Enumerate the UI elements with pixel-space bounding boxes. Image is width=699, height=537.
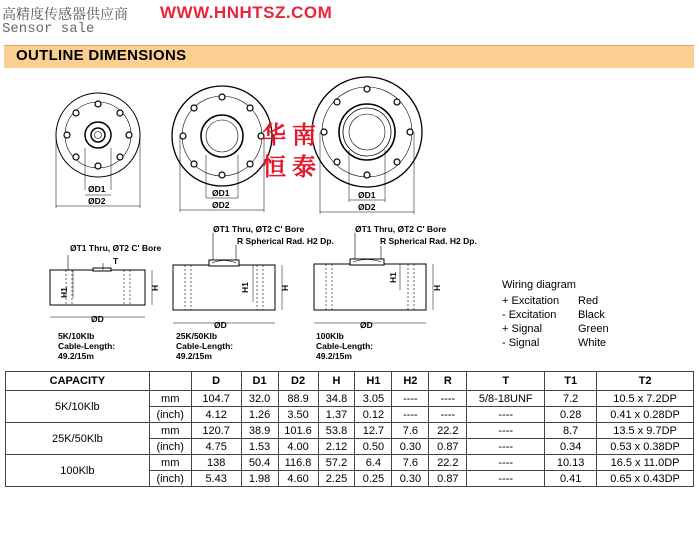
company-stamp (262, 115, 326, 181)
side-view-25k (173, 233, 282, 323)
table-cell: 101.6 (278, 423, 318, 439)
table-header-row (6, 372, 694, 391)
table-cell: 0.65 x 0.43DP (597, 471, 694, 487)
side-view-3-h1: H1 (388, 272, 398, 283)
side-view-2-callout1: ØT1 Thru, ØT2 C' Bore (213, 224, 305, 234)
unit-cell: (inch) (149, 439, 191, 455)
table-cell: 50.4 (241, 455, 278, 471)
top-view-3-d1: ØD1 (358, 190, 376, 200)
wiring-signal: - Signal (502, 337, 540, 349)
side-view-2-cable-label: Cable-Length: (176, 341, 234, 351)
wiring-row (502, 294, 609, 308)
table-cell: 5/8-18UNF (467, 391, 545, 407)
side-view-2-model: 25K/50Klb (176, 331, 218, 341)
header-cn-title: 高精度传感器供应商 (2, 7, 128, 23)
table-cell: 7.6 (392, 423, 429, 439)
table-cell: 0.34 (545, 439, 597, 455)
table-row (6, 455, 694, 471)
col-header: T (467, 372, 545, 391)
table-cell: 34.8 (318, 391, 355, 407)
table-cell: ---- (392, 407, 429, 423)
side-view-1-d: ØD (91, 314, 104, 324)
capacity-cell: 100Klb (6, 455, 150, 487)
dimensions-table (5, 371, 694, 487)
side-view-1-cable-label: Cable-Length: (58, 341, 116, 351)
table-cell: 1.53 (241, 439, 278, 455)
top-view-1-d2: ØD2 (88, 196, 106, 206)
table-cell: 7.6 (392, 455, 429, 471)
side-view-100k (314, 233, 433, 323)
wiring-row (502, 308, 609, 322)
side-view-2-h1: H1 (240, 282, 250, 293)
table-cell: ---- (467, 407, 545, 423)
top-view-2-d2: ØD2 (212, 200, 230, 210)
table-cell: 1.98 (241, 471, 278, 487)
side-view-3-model: 100Klb (316, 331, 344, 341)
table-cell: 38.9 (241, 423, 278, 439)
side-view-3-d: ØD (360, 320, 373, 330)
wiring-color: Red (578, 295, 599, 307)
table-cell: 22.2 (429, 423, 467, 439)
wiring-signal: + Excitation (502, 295, 560, 307)
table-cell: ---- (467, 455, 545, 471)
table-cell: 4.12 (191, 407, 241, 423)
col-header: D1 (241, 372, 278, 391)
table-cell: ---- (429, 407, 467, 423)
side-view-3-cable-label: Cable-Length: (316, 341, 374, 351)
col-header: H (318, 372, 355, 391)
side-view-1-cable-value: 49.2/15m (58, 351, 94, 361)
section-title: OUTLINE DIMENSIONS (16, 47, 187, 64)
table-cell: 0.41 x 0.28DP (597, 407, 694, 423)
table-cell: ---- (467, 439, 545, 455)
table-row (6, 391, 694, 407)
table-cell: 1.26 (241, 407, 278, 423)
table-cell: 10.13 (545, 455, 597, 471)
wiring-row (502, 336, 609, 350)
table-cell: 3.05 (355, 391, 392, 407)
table-cell: 120.7 (191, 423, 241, 439)
col-header: R (429, 372, 467, 391)
table-cell: ---- (429, 391, 467, 407)
table-cell: 32.0 (241, 391, 278, 407)
table-cell: 5.43 (191, 471, 241, 487)
col-header: T2 (597, 372, 694, 391)
table-cell: 0.53 x 0.38DP (597, 439, 694, 455)
table-cell: 0.30 (392, 439, 429, 455)
side-view-3-callout1: ØT1 Thru, ØT2 C' Bore (355, 224, 447, 234)
table-cell: 0.12 (355, 407, 392, 423)
table-cell: 1.37 (318, 407, 355, 423)
side-view-2-h: H (280, 284, 290, 291)
table-body (6, 391, 694, 487)
side-view-2-callout2: R Spherical Rad. H2 Dp. (237, 236, 334, 246)
table-cell: 116.8 (278, 455, 318, 471)
side-view-1-h: H (150, 284, 160, 291)
table-cell: 2.25 (318, 471, 355, 487)
stamp-char: 泰 (292, 152, 316, 181)
stamp-char: 恒 (262, 152, 286, 181)
table-cell: 2.12 (318, 439, 355, 455)
top-view-2-d1: ØD1 (212, 188, 230, 198)
header-subtitle: Sensor sale (2, 21, 95, 37)
stamp-char: 华 (262, 120, 286, 149)
unit-cell: mm (149, 391, 191, 407)
table-cell: 0.30 (392, 471, 429, 487)
col-header (149, 372, 191, 391)
table-cell: 0.28 (545, 407, 597, 423)
table-cell: 0.87 (429, 439, 467, 455)
table-cell: 13.5 x 9.7DP (597, 423, 694, 439)
table-cell: 4.60 (278, 471, 318, 487)
col-header: D2 (278, 372, 318, 391)
table-cell: 0.25 (355, 471, 392, 487)
table-cell: 12.7 (355, 423, 392, 439)
side-view-1-t: T (113, 256, 119, 266)
top-view-1-d1: ØD1 (88, 184, 106, 194)
table-cell: 57.2 (318, 455, 355, 471)
col-header: H2 (392, 372, 429, 391)
table-cell: 53.8 (318, 423, 355, 439)
table-row (6, 423, 694, 439)
wiring-color: White (578, 337, 607, 349)
table-cell: ---- (467, 471, 545, 487)
side-view-1-callout: ØT1 Thru, ØT2 C' Bore (70, 243, 162, 253)
wiring-color: Black (578, 309, 605, 321)
col-header: CAPACITY (6, 372, 150, 391)
wiring-title: Wiring diagram (502, 279, 576, 291)
table-cell: 3.50 (278, 407, 318, 423)
table-cell: 6.4 (355, 455, 392, 471)
side-view-3-h: H (432, 284, 442, 291)
unit-cell: (inch) (149, 407, 191, 423)
table-cell: 138 (191, 455, 241, 471)
table-cell: 22.2 (429, 455, 467, 471)
table-cell: 10.5 x 7.2DP (597, 391, 694, 407)
table-cell: ---- (467, 423, 545, 439)
side-view-5k (50, 255, 152, 317)
table-cell: ---- (392, 391, 429, 407)
table-cell: 0.87 (429, 471, 467, 487)
header-url[interactable]: WWW.HNHTSZ.COM (160, 3, 333, 22)
wiring-signal: - Excitation (502, 309, 557, 321)
table-cell: 7.2 (545, 391, 597, 407)
capacity-cell: 25K/50Klb (6, 423, 150, 455)
col-header: H1 (355, 372, 392, 391)
side-view-3-cable-value: 49.2/15m (316, 351, 352, 361)
wiring-row (502, 322, 609, 336)
table-cell: 104.7 (191, 391, 241, 407)
unit-cell: mm (149, 455, 191, 471)
table-cell: 0.41 (545, 471, 597, 487)
stamp-char: 南 (292, 120, 316, 149)
table-cell: 16.5 x 11.0DP (597, 455, 694, 471)
table-cell: 0.50 (355, 439, 392, 455)
table-cell: 4.75 (191, 439, 241, 455)
wiring-color: Green (578, 323, 609, 335)
wiring-diagram (502, 278, 609, 350)
col-header: T1 (545, 372, 597, 391)
table-cell: 88.9 (278, 391, 318, 407)
wiring-signal: + Signal (502, 323, 543, 335)
side-view-3-callout2: R Spherical Rad. H2 Dp. (380, 236, 477, 246)
side-view-1-h1: H1 (59, 287, 69, 298)
capacity-cell: 5K/10Klb (6, 391, 150, 423)
side-view-2-d: ØD (214, 320, 227, 330)
table-cell: 8.7 (545, 423, 597, 439)
top-view-3-d2: ØD2 (358, 202, 376, 212)
table-cell: 4.00 (278, 439, 318, 455)
unit-cell: (inch) (149, 471, 191, 487)
side-view-1-model: 5K/10Klb (58, 331, 95, 341)
unit-cell: mm (149, 423, 191, 439)
col-header: D (191, 372, 241, 391)
side-view-2-cable-value: 49.2/15m (176, 351, 212, 361)
